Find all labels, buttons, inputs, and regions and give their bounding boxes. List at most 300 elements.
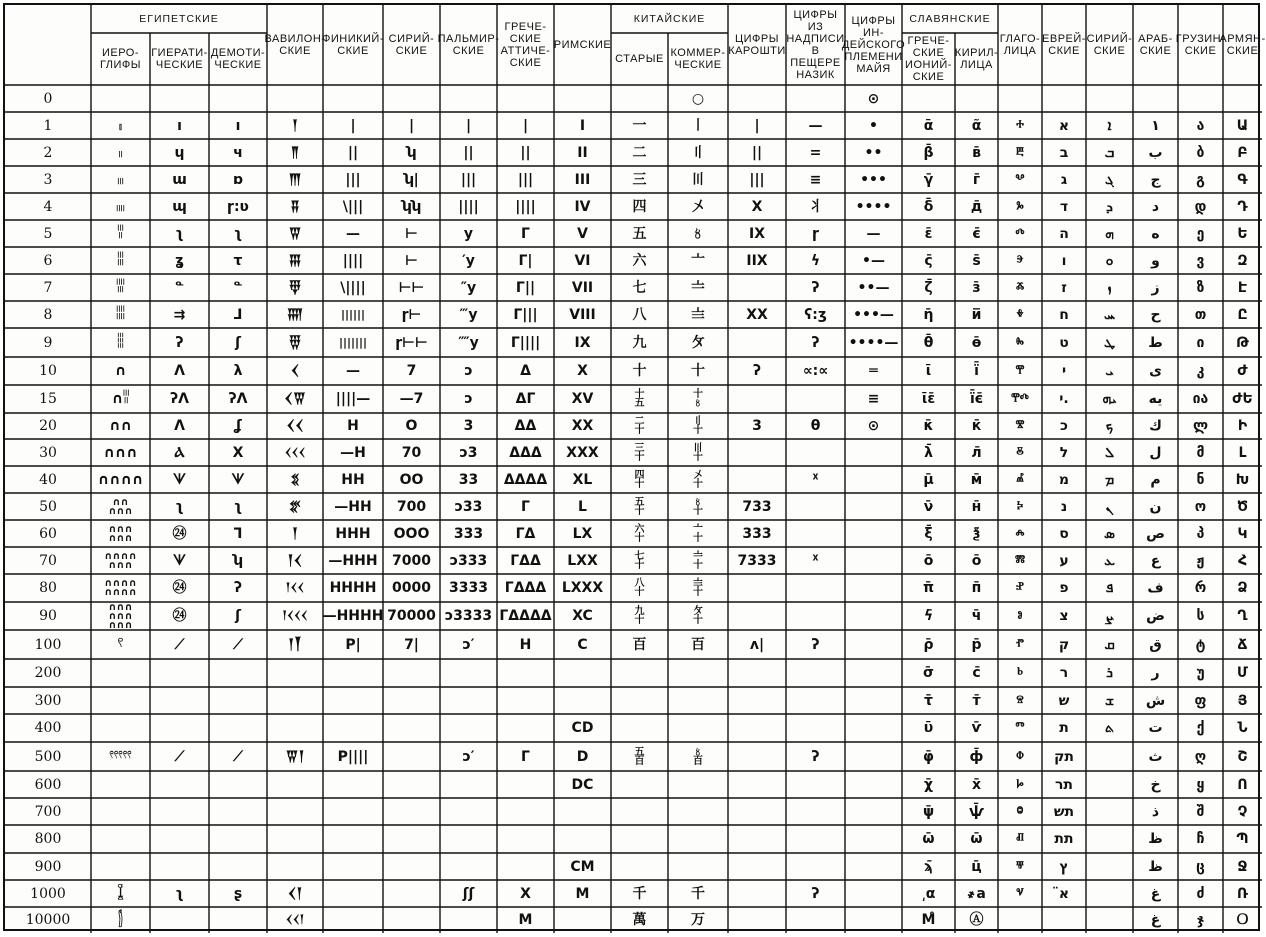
table-cell: პ [1196, 525, 1205, 542]
table-cell: ץ [1059, 858, 1069, 875]
table-cell: ია [1192, 391, 1209, 407]
table-cell: Γ [521, 225, 530, 242]
table-cell: 六 十 [634, 523, 645, 544]
table-cell: غ [1150, 885, 1161, 902]
table-cell: |||| [515, 198, 536, 215]
table-cell: Ղ [1237, 608, 1248, 624]
table-cell: ≡ [867, 391, 880, 407]
table-cell: 𒑄 [288, 334, 302, 351]
table-cell: 〥 [691, 225, 705, 242]
table-cell: VII [571, 279, 594, 296]
table-cell: ѯ̄ [972, 525, 981, 542]
table-cell: შ [1196, 803, 1205, 820]
table-cell: ᕁ [811, 552, 820, 569]
table-cell: ㉔ [172, 608, 187, 624]
table-cell: 万 [691, 912, 705, 928]
column-header-glag: ГЛАГО- ЛИЦА [999, 33, 1041, 57]
column-header-arab: АРАБ- СКИЕ [1138, 33, 1173, 57]
table-cell: נ [1060, 498, 1068, 515]
table-cell: ⱈ [1016, 776, 1024, 793]
column-header-hieratic: ГИЕРАТИ- ЧЕСКИЕ [151, 47, 208, 71]
table-cell: ܝ [1105, 363, 1114, 379]
table-cell: 𒁹 [292, 117, 298, 134]
table-cell: 〢 十 [693, 416, 703, 436]
row-label: 500 [34, 748, 62, 765]
table-cell: DC [571, 776, 594, 793]
table-cell: ⇉ [173, 306, 186, 323]
table-cell: ט [1059, 334, 1069, 351]
table-cell: 700 [396, 498, 427, 515]
table-cell: 三 [632, 171, 647, 188]
table-cell: ⊢ [405, 252, 418, 269]
table-cell: I [579, 117, 586, 134]
table-cell: მ [1196, 444, 1205, 461]
table-cell: 四 十 [634, 469, 645, 490]
table-cell: 九 十 [634, 606, 645, 626]
table-cell: ς̄ [924, 252, 933, 269]
table-cell: ᓐ [174, 279, 185, 296]
table-cell: ყ [1196, 776, 1205, 793]
table-cell: غ [1150, 912, 1161, 928]
table-cell: т̄ [972, 692, 981, 709]
table-cell: ϟ [810, 252, 821, 269]
table-cell: ї̄є̄ [969, 391, 984, 407]
table-cell: ג [1060, 171, 1068, 188]
table-cell: θ [810, 418, 821, 434]
table-cell: 〦 十 [693, 523, 703, 544]
table-cell: Հ [1237, 552, 1248, 569]
table-cell: 𓏾 [117, 225, 124, 242]
table-cell: ܫ [1104, 692, 1115, 709]
table-cell: O [405, 418, 418, 434]
table-cell: ᾱ [923, 117, 934, 134]
table-cell: ɼ⊢ [401, 306, 422, 323]
table-cell: ᒧ [233, 306, 243, 323]
table-cell: L [578, 498, 587, 515]
table-cell: ʔΛ [228, 391, 248, 407]
table-cell: CD [571, 720, 594, 736]
table-cell: 7000 [392, 552, 431, 569]
table-cell: XL [572, 471, 593, 488]
column-header-kharosh: ЦИФРЫ КАРОШТИ [728, 33, 786, 57]
table-cell: 〥 十 [693, 496, 703, 517]
table-cell: ⰴ [1015, 225, 1025, 242]
table-cell: ნ [1196, 471, 1205, 488]
table-cell: ب [1148, 144, 1163, 161]
table-cell: Ⲁ [174, 444, 185, 461]
table-cell: ק [1058, 636, 1070, 653]
row-label: 400 [34, 720, 62, 736]
table-cell: ц̄ [971, 858, 982, 875]
table-cell: ი [1196, 334, 1205, 351]
table-cell: ܛ [1103, 334, 1116, 351]
table-cell: ١ [1151, 117, 1160, 134]
table-cell: |||| [458, 198, 479, 215]
table-cell: 九 [632, 334, 647, 351]
table-cell: ı [177, 117, 182, 134]
table-cell: ʅ [175, 885, 184, 902]
table-cell: XX [746, 306, 768, 323]
table-cell: Γ| [518, 252, 533, 269]
table-cell: | [754, 117, 760, 134]
table-cell: 7| [404, 636, 419, 653]
table-cell: Մ [1237, 665, 1248, 681]
table-cell: ى [1149, 363, 1162, 379]
table-cell: ⊙ [867, 418, 880, 434]
table-cell: 八 [632, 306, 647, 323]
table-cell: 𒑂 [288, 279, 302, 296]
table-cell: ‴y [459, 306, 478, 323]
column-header-nasik: ЦИФРЫ ИЗ НАДПИСИ В ПЕЩЕРЕ НАЗИК [786, 9, 845, 81]
row-label: 8 [43, 306, 53, 323]
table-cell: ש [1058, 692, 1070, 709]
table-cell: XV [571, 391, 594, 407]
table-cell: ʓ [175, 252, 184, 269]
table-cell: 3 [752, 418, 762, 434]
table-cell: 〦 [691, 252, 705, 269]
table-cell: |||| [342, 252, 364, 269]
table-cell: ῡ [923, 720, 934, 736]
table-cell: ••• [860, 171, 887, 188]
table-cell: ו [1061, 252, 1067, 269]
table-cell: ה [1059, 225, 1069, 242]
table-cell: V [577, 225, 588, 242]
table-cell: η̄ [923, 306, 934, 323]
table-cell: י [1061, 363, 1067, 379]
table-cell: ч [233, 144, 243, 161]
table-cell: |||||| [340, 307, 366, 321]
table-cell: ʅ [175, 225, 184, 242]
table-cell: ʅ [175, 498, 184, 515]
table-cell: ד [1059, 198, 1069, 215]
table-cell: 〩 十 [693, 606, 703, 626]
table-cell: θ̄ [923, 334, 934, 351]
table-cell: 𒌋𒌋 [286, 418, 304, 434]
table-cell: III [574, 171, 591, 188]
table-cell: μ̄ [923, 471, 934, 488]
table-cell: תר [1055, 776, 1073, 793]
table-cell: ز [1151, 279, 1160, 296]
table-cell: • [869, 117, 878, 134]
table-cell: 七 [632, 279, 647, 296]
table-cell: ɰ [172, 198, 187, 215]
table-cell: 千 [691, 885, 705, 902]
table-cell: 三 十 [634, 442, 645, 463]
table-cell: 八 十 [634, 578, 645, 598]
table-cell: ε̄ [924, 225, 933, 242]
table-cell: 五 十 [634, 496, 645, 517]
table-cell: תש [1053, 803, 1075, 820]
table-cell: ʆ [234, 418, 242, 434]
table-cell: ∩∩∩ [103, 444, 138, 461]
table-cell: и̅ [971, 306, 982, 323]
table-cell: ס [1059, 525, 1069, 542]
table-cell: || [751, 144, 763, 161]
table-cell: ⰳ [1016, 198, 1024, 215]
table-cell: IX [748, 225, 765, 242]
table-cell: м̄ [970, 471, 983, 488]
table-cell: خ [1150, 776, 1161, 793]
table-cell: HHH [335, 525, 371, 542]
row-label: 100 [34, 636, 62, 653]
row-label: 4 [43, 198, 53, 215]
table-cell: Λ [174, 363, 185, 379]
table-cell: — [866, 225, 881, 242]
table-cell: ܩ [1104, 636, 1115, 653]
table-cell: ظ [1148, 858, 1163, 875]
table-cell: •••— [853, 306, 894, 323]
table-cell: Յ [1237, 692, 1248, 709]
table-cell: 七 十 [634, 550, 645, 571]
table-cell: ⁗y [458, 334, 479, 351]
table-cell: з̄ [972, 279, 981, 296]
column-header-armen: АРМЯН- СКИЕ [1219, 33, 1266, 57]
row-label: 70 [39, 552, 57, 569]
table-cell: OOO [393, 525, 430, 542]
table-cell: ѡ̄ [970, 831, 983, 847]
table-cell: 𒌋𒐊 [284, 391, 306, 407]
table-cell: M [518, 912, 533, 928]
table-cell: Պ [1236, 831, 1249, 847]
table-cell: Χ [232, 444, 244, 461]
row-label: 800 [34, 831, 62, 847]
table-cell: ض [1146, 608, 1165, 624]
table-cell: 〧 [691, 279, 705, 296]
table-cell: 𒐊𒁹 [285, 748, 305, 765]
table-cell: κ̄ [923, 418, 934, 434]
table-cell: Γ [521, 498, 530, 515]
table-cell: ⰼ [1016, 471, 1024, 488]
table-cell: π̄ [922, 580, 935, 596]
row-label: 200 [34, 665, 62, 681]
table-cell: ܓ [1104, 171, 1115, 188]
table-cell: 〩 [691, 334, 705, 351]
table-cell: II [577, 144, 588, 161]
group-header-egypt: ЕГИПЕТСКИЕ [139, 13, 219, 25]
table-cell: —HH [334, 498, 372, 515]
table-cell: | [408, 117, 415, 134]
table-cell: ∩∩ [109, 418, 132, 434]
table-cell: ⊙ [867, 90, 880, 107]
table-cell: ك [1149, 418, 1162, 434]
table-cell: ͵α [921, 885, 936, 902]
table-cell: X [520, 885, 531, 902]
table-cell: 33 [458, 471, 479, 488]
column-header-ch_comm: КОММЕР- ЧЕСКИЕ [670, 47, 726, 71]
table-cell: 𒌋𒌋𒁹 [285, 913, 305, 926]
table-cell: კ [1196, 363, 1205, 379]
table-cell: 十 五 [634, 389, 645, 409]
table-cell: 𒐉 [290, 198, 300, 215]
table-cell: 𓍢 [117, 636, 124, 653]
table-cell: ∩∩∩∩ ∩∩∩∩ [104, 578, 137, 598]
table-cell: ܒ [1104, 144, 1115, 161]
table-cell: ∩∩∩ ∩∩∩ ∩∩∩ [108, 601, 133, 631]
table-cell: Ճ [1237, 636, 1248, 653]
table-cell: ΓΔ [515, 525, 536, 542]
row-label: 15 [39, 391, 57, 407]
table-cell: ѕ̄ [972, 252, 981, 269]
table-cell: ϟ̄ [923, 608, 934, 624]
row-label: 0 [43, 90, 53, 107]
table-cell: Ն [1237, 720, 1248, 736]
table-cell: Δ [520, 363, 531, 379]
table-cell: ф̄ [969, 748, 984, 765]
column-header-roman: РИМСКИЕ [553, 39, 612, 51]
table-cell: 𒑃 [286, 306, 304, 323]
table-cell: ⺦ [808, 198, 823, 215]
table-cell: Լ [1238, 444, 1247, 461]
table-cell: X [751, 198, 763, 215]
column-header-greek_ion: ГРЕЧЕ- СКИЕ ИОНИЙ- СКИЕ [905, 35, 952, 83]
table-cell: 𒈫 [290, 144, 300, 161]
table-cell: ҂а [967, 885, 986, 902]
table-cell: ○ [691, 90, 705, 107]
table-cell: 〢 [691, 144, 705, 161]
table-cell: א [1058, 117, 1070, 134]
table-cell: ı [235, 117, 241, 134]
table-cell: г̄ [972, 171, 981, 188]
table-cell: ܣ [1103, 525, 1116, 542]
table-cell: ܕ [1106, 198, 1113, 215]
table-cell: ܪ [1106, 665, 1113, 681]
table-cell: LX [572, 525, 593, 542]
table-cell: Ռ [1237, 885, 1248, 902]
table-cell: Ա [1236, 117, 1249, 134]
table-cell: תק [1054, 748, 1074, 765]
table-cell: ɔ [464, 363, 473, 379]
table-cell: ΓΔΔ [510, 552, 541, 569]
table-cell: ზ [1196, 279, 1205, 296]
table-cell: 𒐐 [288, 498, 302, 515]
table-cell: ܘ [1105, 252, 1114, 269]
numerals-table [3, 3, 1266, 931]
table-cell: P| [345, 636, 361, 653]
table-cell: 〤 [691, 198, 705, 215]
table-cell: Ժ [1237, 363, 1248, 379]
table-cell: ᗐ [231, 471, 245, 488]
table-cell: 〣 [691, 171, 705, 188]
table-cell: || [463, 144, 474, 161]
table-cell: ї̄ [974, 363, 979, 379]
table-cell: ʔ [811, 334, 820, 351]
table-cell: Γ|||| [510, 334, 541, 351]
table-cell: 0000 [392, 580, 431, 596]
table-cell: ⱋ [1016, 858, 1024, 875]
table-cell: 𒐊 [288, 225, 302, 242]
table-cell: \||| [342, 198, 364, 215]
table-cell: ق [1149, 636, 1162, 653]
table-cell: ʅ [233, 498, 243, 515]
row-label: 60 [39, 525, 57, 542]
table-cell: ῑ [925, 363, 932, 379]
table-cell: δ̄ [923, 198, 934, 215]
table-cell: ვ [1196, 252, 1205, 269]
row-label: 80 [39, 580, 57, 596]
table-cell: ≡ [809, 171, 822, 188]
table-cell: ת [1059, 720, 1069, 736]
table-cell: ف [1147, 580, 1164, 596]
row-label: 900 [34, 858, 62, 875]
table-cell: 〧 十 [693, 550, 703, 571]
table-cell: ლ [1192, 418, 1209, 434]
table-cell: ɔ333 [449, 552, 488, 569]
table-cell: HHHH [329, 580, 377, 596]
table-cell: ʮ [233, 552, 243, 569]
table-cell: •— [862, 252, 885, 269]
table-cell: ⊢ [405, 225, 418, 242]
table-cell: ɼ [812, 225, 819, 242]
table-cell: 四 [632, 198, 647, 215]
column-header-maya: ЦИФРЫ ИН- ДЕЙСКОГО ПЛЕМЕНИ МАЙЯ [841, 15, 906, 75]
table-cell: ⰾ [1015, 525, 1025, 542]
table-cell: XXX [566, 444, 599, 461]
table-cell: م [1150, 471, 1161, 488]
table-cell: ⰹⰴ [1011, 391, 1029, 407]
table-cell: ძ [1196, 885, 1205, 902]
group-header-slav: СЛАВЯНСКИЕ [909, 13, 991, 25]
table-cell: ∩∩∩ ∩∩∩ [108, 523, 133, 544]
table-cell: ⱀ [1016, 580, 1024, 596]
table-cell: ρ̄ [923, 636, 934, 653]
table-cell: ط [1148, 334, 1163, 351]
table-cell: XX [571, 418, 594, 434]
table-cell: ܗ [1105, 225, 1114, 242]
table-cell: 𓐀 [116, 279, 125, 296]
table-cell: ظ [1148, 831, 1163, 847]
table-cell: ɼ⊢⊢ [395, 334, 428, 351]
table-cell: є̄ [972, 225, 981, 242]
table-cell: თ [1194, 306, 1207, 323]
column-header-hiero: ИЕРО- ГЛИФЫ [99, 47, 142, 71]
column-header-babylon: ВАВИЛОН- СКИЕ [264, 33, 326, 57]
table-cell: ϡ̄ [924, 858, 933, 875]
table-cell: Չ [1237, 803, 1248, 820]
column-header-syr1: СИРИЙ- СКИЕ [388, 33, 435, 57]
table-cell: ɔ3 [459, 444, 478, 461]
table-cell: y [463, 225, 474, 242]
table-cell: א̈ [1058, 885, 1070, 902]
table-cell: λ̄ [924, 444, 933, 461]
table-cell: ᾶ [971, 117, 982, 134]
table-cell: 五 [632, 225, 647, 242]
table-cell: ⱄ [1016, 692, 1024, 709]
table-cell: HH [341, 471, 365, 488]
table-cell: 𓏤 [119, 117, 122, 134]
table-cell: ⱉ [1016, 803, 1024, 820]
table-cell: ѵ̄ [971, 720, 982, 736]
table-cell: ч̄ [971, 608, 982, 624]
table-cell: 十 [691, 363, 705, 379]
table-cell: 十 〥 [693, 389, 703, 409]
table-cell: •••• [855, 198, 892, 215]
table-cell: H [347, 418, 359, 434]
table-cell: о̄ [971, 552, 982, 569]
row-label: 6 [43, 252, 53, 269]
table-cell: و [1151, 252, 1160, 269]
table-cell: ذ [1151, 803, 1160, 820]
table-cell: 𓏽 [116, 198, 125, 215]
table-cell: β̄ [923, 144, 934, 161]
row-label: 50 [39, 498, 57, 515]
table-cell: ʔ [811, 636, 820, 653]
table-cell: ㉔ [172, 525, 187, 542]
table-cell: 萬 [632, 912, 647, 928]
row-label: 20 [39, 418, 57, 434]
table-cell: Ձ [1237, 580, 1248, 596]
table-cell: ܝܗ [1102, 391, 1117, 407]
table-cell: 70 [401, 444, 422, 461]
